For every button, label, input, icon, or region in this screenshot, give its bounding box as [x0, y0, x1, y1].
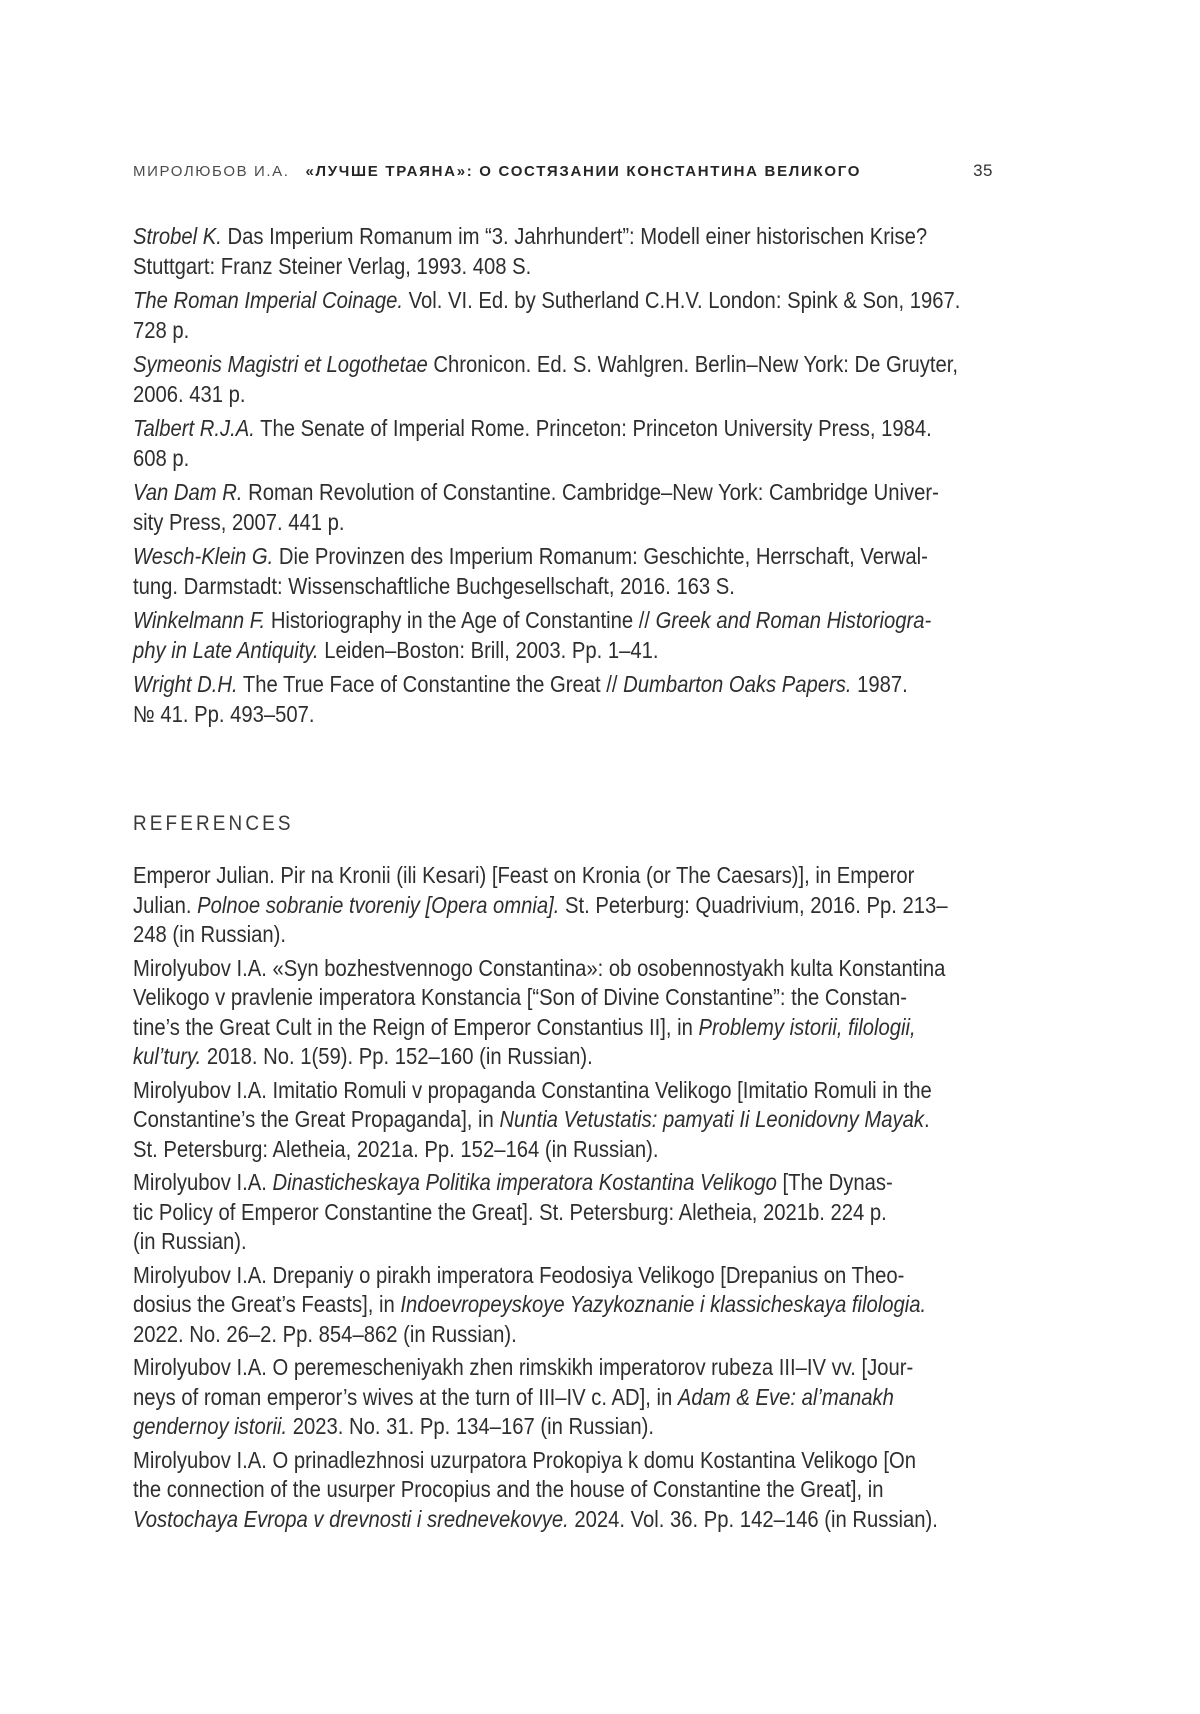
text-line: phy in Late Antiquity. Leiden–Boston: Brill, 2003. Pp. 1–41.	[133, 636, 659, 663]
text-line: Wright D.H. The True Face of Constantine the Great // Dumbarton Oaks Papers. 1987.	[133, 671, 908, 697]
reference-entry	[133, 478, 993, 537]
reference-entry	[133, 414, 993, 473]
reference-entry	[133, 1261, 993, 1350]
reference-entry	[133, 542, 993, 601]
references-heading: REFERENCES	[133, 812, 294, 835]
text-line: sity Press, 2007. 441 p.	[133, 508, 345, 535]
reference-entry	[133, 222, 993, 281]
reference-entry	[133, 286, 993, 345]
text-line: 248 (in Russian).	[133, 921, 286, 947]
text-line: tung. Darmstadt: Wissenschaftliche Buchgesellschaft, 2016. 163 S.	[133, 572, 735, 599]
text-line: Emperor Julian. Pir na Kronii (ili Kesari) [Feast on Kronia (or The Caesars)], in Emperor	[133, 862, 915, 888]
text-line: 728 p.	[133, 316, 190, 343]
text-line: neys of roman emperor’s wives at the turn of III–IV c. AD], in Adam & Eve: al’manakh	[133, 1383, 894, 1410]
reference-entry	[133, 1168, 993, 1257]
reference-entry	[133, 670, 993, 729]
text-line: Wesch-Klein G. Die Provinzen des Imperium Romanum: Geschichte, Herrschaft, Verwal-	[133, 543, 928, 569]
bibliography-section	[133, 222, 993, 734]
text-line: (in Russian).	[133, 1228, 247, 1254]
text-line: Julian. Polnoe sobranie tvoreniy [Opera omnia]. St. Peterburg: Quadrivium, 2016. Pp. 213–	[133, 891, 948, 918]
text-line: kul’tury. 2018. No. 1(59). Pp. 152–160 (in Russian).	[133, 1043, 593, 1069]
reference-entry	[133, 350, 993, 409]
running-head	[133, 161, 993, 181]
text-line: dosius the Great’s Feasts], in Indoevropeyskoye Yazykoznanie i klassicheskaya filologia.	[133, 1291, 927, 1317]
running-head-title: «ЛУЧШЕ ТРАЯНА»: О СОСТЯЗАНИИ КОНСТАНТИНА ВЕЛИКОГО	[305, 163, 862, 180]
text-line: St. Petersburg: Aletheia, 2021a. Pp. 152–164 (in Russian).	[133, 1135, 659, 1162]
text-line: Mirolyubov I.A. Dinasticheskaya Politika imperatora Kostantina Velikogo [The Dynas-	[133, 1169, 893, 1195]
reference-entry	[133, 1353, 993, 1442]
text-line: Vostochaya Evropa v drevnosti i srednevekovye. 2024. Vol. 36. Pp. 142–146 (in Russian).	[133, 1505, 938, 1532]
text-line: Stuttgart: Franz Steiner Verlag, 1993. 408 S.	[133, 252, 532, 279]
running-head-text	[133, 163, 861, 181]
text-line: tic Policy of Emperor Constantine the Great]. St. Petersburg: Aletheia, 2021b. 224 p.	[133, 1198, 887, 1225]
reference-entry	[133, 954, 993, 1072]
page-number: 35	[973, 161, 993, 180]
reference-entry	[133, 861, 993, 950]
text-line: gendernoy istorii. 2023. No. 31. Pp. 134–167 (in Russian).	[133, 1413, 654, 1439]
reference-entry	[133, 1446, 993, 1535]
text-line: Symeonis Magistri et Logothetae Chronicon. Ed. S. Wahlgren. Berlin–New York: De Gruyter,	[133, 351, 959, 377]
text-line: Talbert R.J.A. The Senate of Imperial Rome. Princeton: Princeton University Press, 1984.	[133, 415, 932, 441]
text-line: Strobel K. Das Imperium Romanum im “3. Jahrhundert”: Modell einer historischen Krise?	[133, 223, 928, 249]
text-line: Van Dam R. Roman Revolution of Constantine. Cambridge–New York: Cambridge Univer-	[133, 479, 939, 505]
reference-entry	[133, 606, 993, 665]
text-line: tine’s the Great Cult in the Reign of Emperor Constantius II], in Problemy istorii, filologii,	[133, 1013, 916, 1040]
text-line: Mirolyubov I.A. O peremescheniyakh zhen rimskikh imperatorov rubeza III–IV vv. [Jour-	[133, 1354, 914, 1380]
text-line: 2022. No. 26–2. Pp. 854–862 (in Russian).	[133, 1320, 517, 1347]
running-head-author: МИРОЛЮБОВ И.А.	[133, 163, 290, 180]
reference-entry	[133, 1076, 993, 1165]
text-line: Velikogo v pravlenie imperatora Konstancia [“Son of Divine Constantine”: the Constan-	[133, 984, 908, 1010]
text-line: Mirolyubov I.A. O prinadlezhnosi uzurpatora Prokopiya k domu Kostantina Velikogo [On	[133, 1446, 917, 1473]
text-line: the connection of the usurper Procopius and the house of Constantine the Great], in	[133, 1476, 884, 1502]
text-line: Mirolyubov I.A. «Syn bozhestvennogo Constantina»: ob osobennostyakh kulta Konstantina	[133, 954, 946, 981]
text-line: The Roman Imperial Coinage. Vol. VI. Ed. by Sutherland C.H.V. London: Spink & Son, 1967.	[133, 287, 961, 313]
references-section	[133, 861, 993, 1538]
text-line: Winkelmann F. Historiography in the Age of Constantine // Greek and Roman Historiogra-	[133, 607, 932, 633]
text-column	[133, 0, 993, 1714]
text-line: Mirolyubov I.A. Imitatio Romuli v propaganda Constantina Velikogo [Imitatio Romuli in the	[133, 1076, 932, 1103]
text-line: 2006. 431 p.	[133, 380, 246, 407]
text-line: № 41. Pp. 493–507.	[133, 700, 315, 727]
text-line: Constantine’s the Great Propaganda], in Nuntia Vetustatis: pamyati Ii Leonidovny Mayak.	[133, 1106, 930, 1132]
text-line: 608 p.	[133, 444, 190, 471]
text-line: Mirolyubov I.A. Drepaniy o pirakh imperatora Feodosiya Velikogo [Drepanius on Theo-	[133, 1261, 905, 1288]
